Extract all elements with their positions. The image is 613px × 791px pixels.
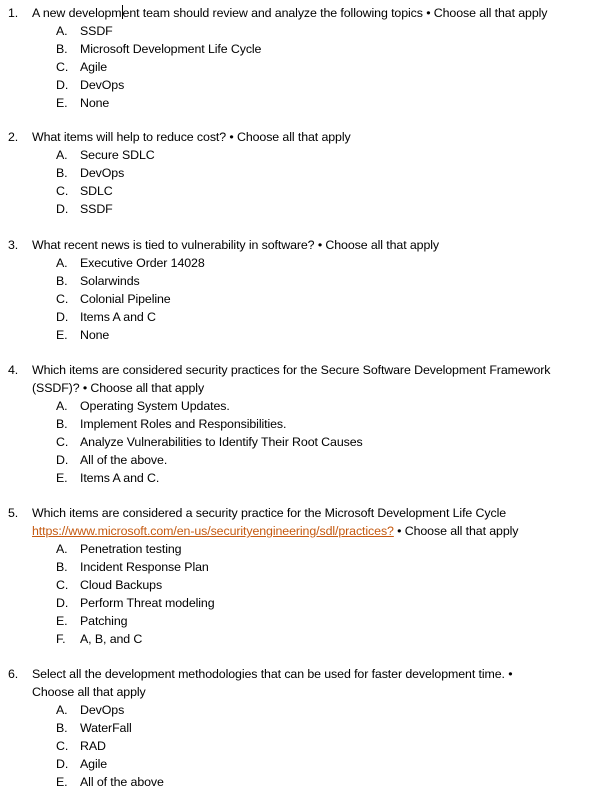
option-letter: D.	[56, 78, 69, 92]
option-text: All of the above	[80, 775, 164, 789]
question-number: 1.	[8, 6, 19, 20]
option-letter: E.	[56, 471, 68, 485]
option-text: None	[80, 96, 110, 110]
option-item	[0, 773, 613, 791]
option-item	[0, 755, 613, 773]
option-text: DevOps	[80, 166, 125, 180]
option-text: Perform Threat modeling	[80, 596, 215, 610]
option-letter: E.	[56, 775, 68, 789]
option-letter: A.	[56, 24, 68, 38]
option-item	[0, 701, 613, 719]
option-item	[0, 308, 613, 326]
question-text: Choose all that apply	[32, 685, 146, 699]
option-item	[0, 469, 613, 487]
option-letter: A.	[56, 148, 68, 162]
option-text: Secure SDLC	[80, 148, 155, 162]
option-text: SSDF	[80, 202, 113, 216]
question-4	[0, 361, 613, 487]
question-line	[0, 236, 613, 254]
option-letter: A.	[56, 399, 68, 413]
option-letter: A.	[56, 256, 68, 270]
option-item	[0, 558, 613, 576]
question-1	[0, 4, 613, 112]
question-text[interactable]: A new development team should review and analyze the following topics • Choose all that apply	[32, 6, 548, 20]
option-text: Operating System Updates.	[80, 399, 230, 413]
question-text: https://www.microsoft.com/en-us/securityengineering/sdl/practices? • Choose all that apply	[32, 524, 519, 538]
option-item	[0, 58, 613, 76]
option-letter: D.	[56, 596, 69, 610]
option-item	[0, 76, 613, 94]
question-line	[0, 504, 613, 522]
question-text: Which items are considered a security practice for the Microsoft Development Life Cycle	[32, 506, 507, 520]
option-text: SSDF	[80, 24, 113, 38]
option-item	[0, 540, 613, 558]
option-text: A, B, and C	[80, 632, 143, 646]
option-item	[0, 737, 613, 755]
question-text: Select all the development methodologies that can be used for faster development time. •	[32, 667, 513, 681]
option-item	[0, 451, 613, 469]
option-text: Solarwinds	[80, 274, 140, 288]
option-letter: D.	[56, 453, 69, 467]
option-text: Implement Roles and Responsibilities.	[80, 417, 287, 431]
option-text: All of the above.	[80, 453, 168, 467]
option-letter: C.	[56, 184, 69, 198]
question-line	[0, 379, 613, 397]
option-text: Patching	[80, 614, 128, 628]
option-letter: F.	[56, 632, 66, 646]
question-text: Which items are considered security practices for the Secure Software Development Framework	[32, 363, 551, 377]
option-item	[0, 290, 613, 308]
option-text: Executive Order 14028	[80, 256, 205, 270]
question-5	[0, 504, 613, 648]
option-letter: D.	[56, 202, 69, 216]
question-number: 3.	[8, 238, 19, 252]
option-text: Items A and C	[80, 310, 156, 324]
option-item	[0, 200, 613, 218]
option-item	[0, 254, 613, 272]
option-letter: C.	[56, 578, 69, 592]
option-item	[0, 164, 613, 182]
question-text: What items will help to reduce cost? • Choose all that apply	[32, 130, 351, 144]
option-text: DevOps	[80, 78, 125, 92]
option-letter: E.	[56, 328, 68, 342]
option-text: Incident Response Plan	[80, 560, 209, 574]
option-item	[0, 415, 613, 433]
option-letter: C.	[56, 60, 69, 74]
question-number: 4.	[8, 363, 19, 377]
option-letter: B.	[56, 274, 68, 288]
option-text: Agile	[80, 757, 108, 771]
question-line	[0, 361, 613, 379]
option-letter: E.	[56, 96, 68, 110]
option-text: None	[80, 328, 110, 342]
option-item	[0, 272, 613, 290]
question-text: What recent news is tied to vulnerability in software? • Choose all that apply	[32, 238, 440, 252]
question-number: 2.	[8, 130, 19, 144]
option-text: Analyze Vulnerabilities to Identify Their Root Causes	[80, 435, 363, 449]
option-text: Penetration testing	[80, 542, 182, 556]
option-item	[0, 22, 613, 40]
option-text: RAD	[80, 739, 106, 753]
option-text: Cloud Backups	[80, 578, 163, 592]
option-letter: E.	[56, 614, 68, 628]
option-letter: D.	[56, 310, 69, 324]
option-text: Microsoft Development Life Cycle	[80, 42, 262, 56]
question-2	[0, 128, 613, 218]
question-line	[0, 665, 613, 683]
question-line	[0, 4, 613, 22]
option-item	[0, 146, 613, 164]
question-text: (SSDF)? • Choose all that apply	[32, 381, 205, 395]
option-letter: A.	[56, 703, 68, 717]
option-letter: B.	[56, 560, 68, 574]
option-letter: C.	[56, 292, 69, 306]
option-letter: B.	[56, 42, 68, 56]
option-item	[0, 630, 613, 648]
option-item	[0, 576, 613, 594]
option-text: WaterFall	[80, 721, 132, 735]
option-text: DevOps	[80, 703, 125, 717]
option-letter: D.	[56, 757, 69, 771]
option-item	[0, 94, 613, 112]
question-number: 6.	[8, 667, 19, 681]
option-item	[0, 397, 613, 415]
option-letter: A.	[56, 542, 68, 556]
option-letter: C.	[56, 435, 69, 449]
option-text: SDLC	[80, 184, 113, 198]
option-item	[0, 40, 613, 58]
option-text: Items A and C.	[80, 471, 160, 485]
option-text: Colonial Pipeline	[80, 292, 171, 306]
question-3	[0, 236, 613, 344]
option-letter: C.	[56, 739, 69, 753]
question-6	[0, 665, 613, 791]
option-letter: B.	[56, 166, 68, 180]
option-item	[0, 433, 613, 451]
option-item	[0, 719, 613, 737]
sdl-practices-link[interactable]: https://www.microsoft.com/en-us/securityengineering/sdl/practices?	[32, 524, 394, 538]
option-item	[0, 612, 613, 630]
question-line	[0, 683, 613, 701]
option-item	[0, 326, 613, 344]
option-letter: B.	[56, 721, 68, 735]
option-item	[0, 594, 613, 612]
option-letter: B.	[56, 417, 68, 431]
question-line	[0, 128, 613, 146]
option-item	[0, 182, 613, 200]
question-line	[0, 522, 613, 540]
option-text: Agile	[80, 60, 108, 74]
question-number: 5.	[8, 506, 19, 520]
